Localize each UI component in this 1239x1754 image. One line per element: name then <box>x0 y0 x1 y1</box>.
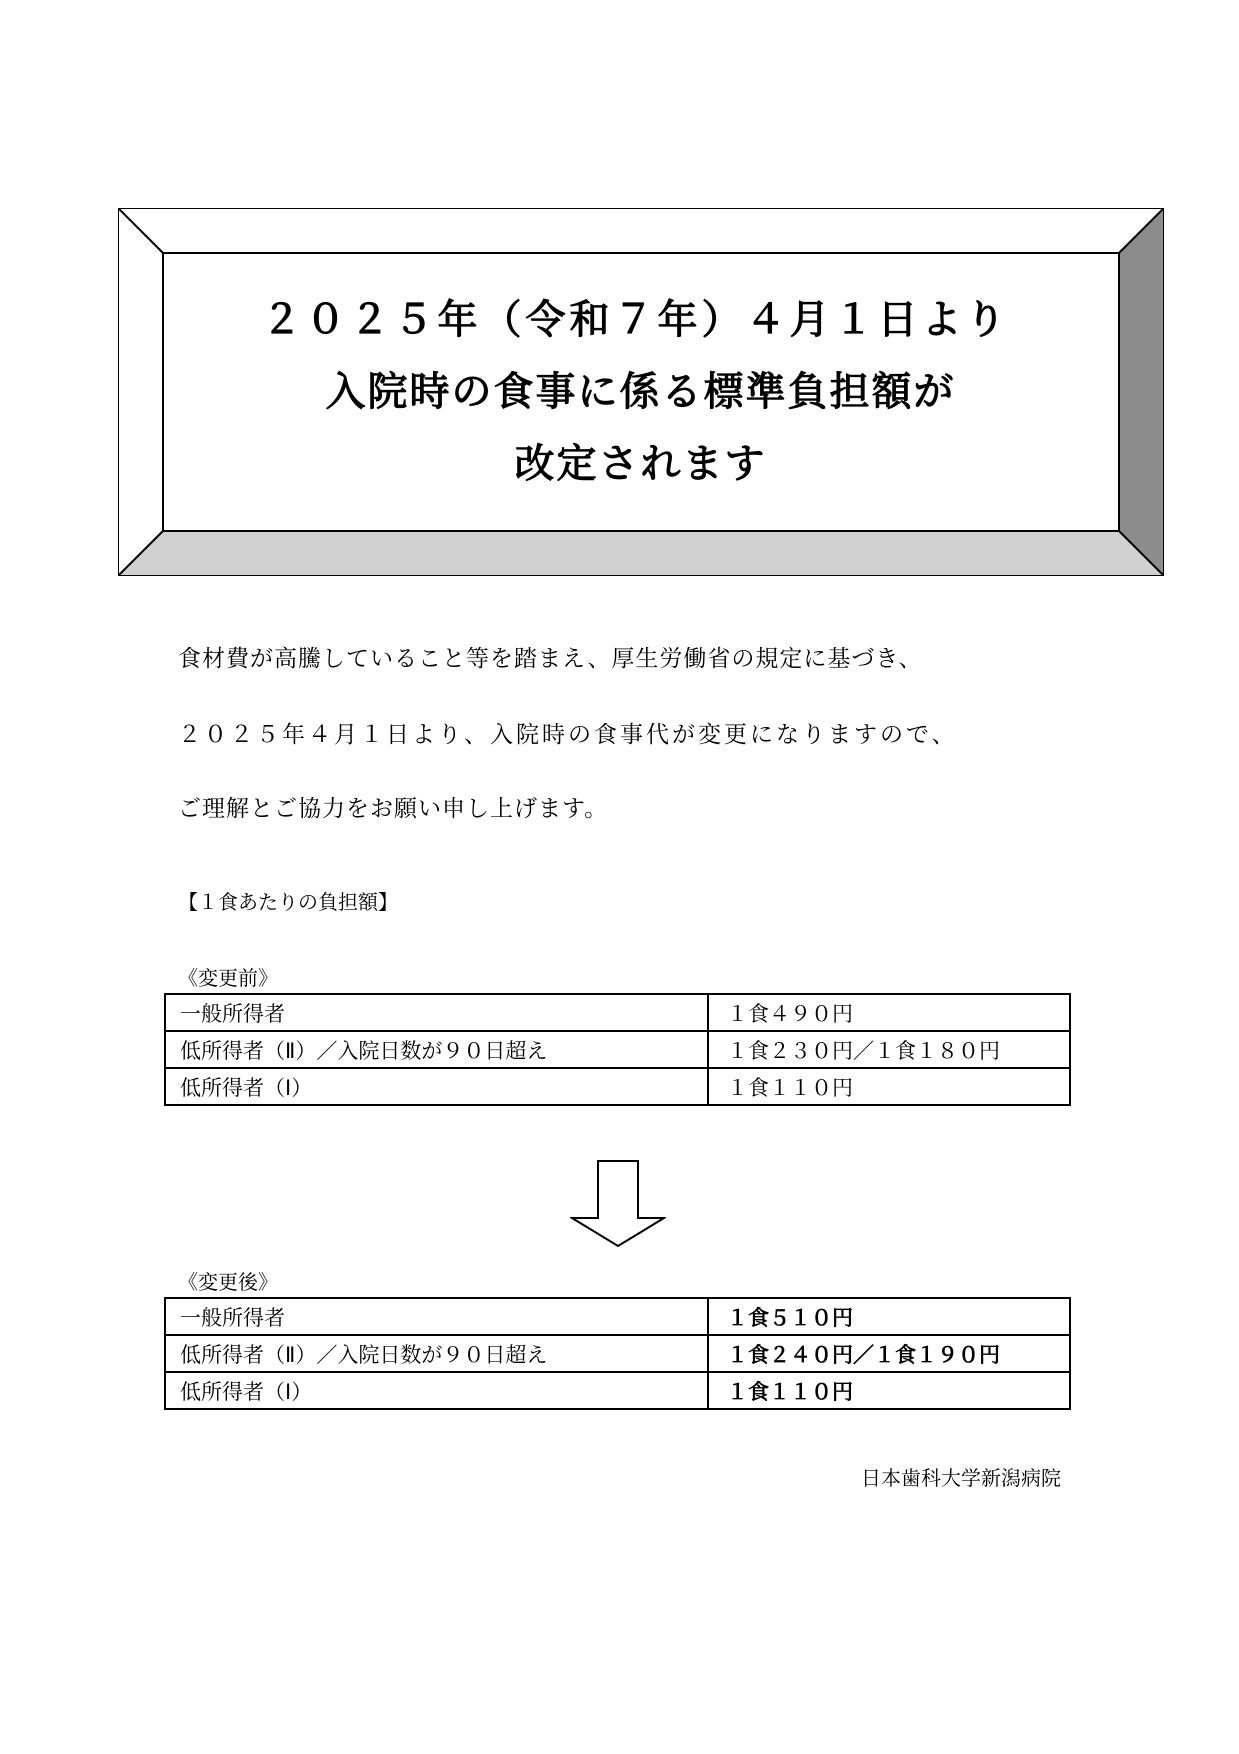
amount-cell: １食５１０円 <box>708 1298 1070 1335</box>
table-row <box>165 1372 1070 1409</box>
bevel-bottom <box>118 531 1164 576</box>
notice-line-3: ご理解とご協力をお願い申し上げます。 <box>178 796 609 822</box>
banner-title <box>163 253 1118 531</box>
burden-heading: 【１食あたりの負担額】 <box>178 890 398 914</box>
table-row <box>165 1335 1070 1372</box>
amount-cell: １食２３０円／１食１８０円 <box>708 1031 1070 1068</box>
bevel-left <box>118 208 163 576</box>
after-label: 《変更後》 <box>178 1270 278 1294</box>
category-cell: 一般所得者 <box>165 994 708 1031</box>
before-fee-table <box>164 993 1071 1106</box>
down-arrow-icon <box>570 1160 666 1248</box>
hospital-name: 日本歯科大学新潟病院 <box>861 1466 1061 1490</box>
category-cell: 低所得者（Ⅰ） <box>165 1068 708 1105</box>
bevel-right <box>1119 208 1164 576</box>
category-cell: 低所得者（Ⅰ） <box>165 1372 708 1409</box>
bevel-top <box>118 208 1164 253</box>
category-cell: 低所得者（Ⅱ）／入院日数が９０日超え <box>165 1335 708 1372</box>
table-row <box>165 1068 1070 1105</box>
amount-cell: １食１１０円 <box>708 1068 1070 1105</box>
title-banner <box>118 208 1164 576</box>
category-cell: 一般所得者 <box>165 1298 708 1335</box>
table-row <box>165 1031 1070 1068</box>
title-line-2: 入院時の食事に係る標準負担額が <box>325 369 956 415</box>
notice-line-1: 食材費が高騰していること等を踏まえ、厚生労働省の規定に基づき、 <box>178 646 923 672</box>
title-line-3: 改定されます <box>514 441 767 487</box>
before-label: 《変更前》 <box>178 966 278 990</box>
after-fee-table <box>164 1297 1071 1410</box>
table-row <box>165 994 1070 1031</box>
title-line-1: ２０２５年（令和７年）４月１日より <box>261 297 1010 343</box>
table-row <box>165 1298 1070 1335</box>
amount-cell: １食１１０円 <box>708 1372 1070 1409</box>
amount-cell: １食４９０円 <box>708 994 1070 1031</box>
amount-cell: １食２４０円／１食１９０円 <box>708 1335 1070 1372</box>
notice-line-2: ２０２５年４月１日より、入院時の食事代が変更になりますので、 <box>178 722 958 748</box>
category-cell: 低所得者（Ⅱ）／入院日数が９０日超え <box>165 1031 708 1068</box>
